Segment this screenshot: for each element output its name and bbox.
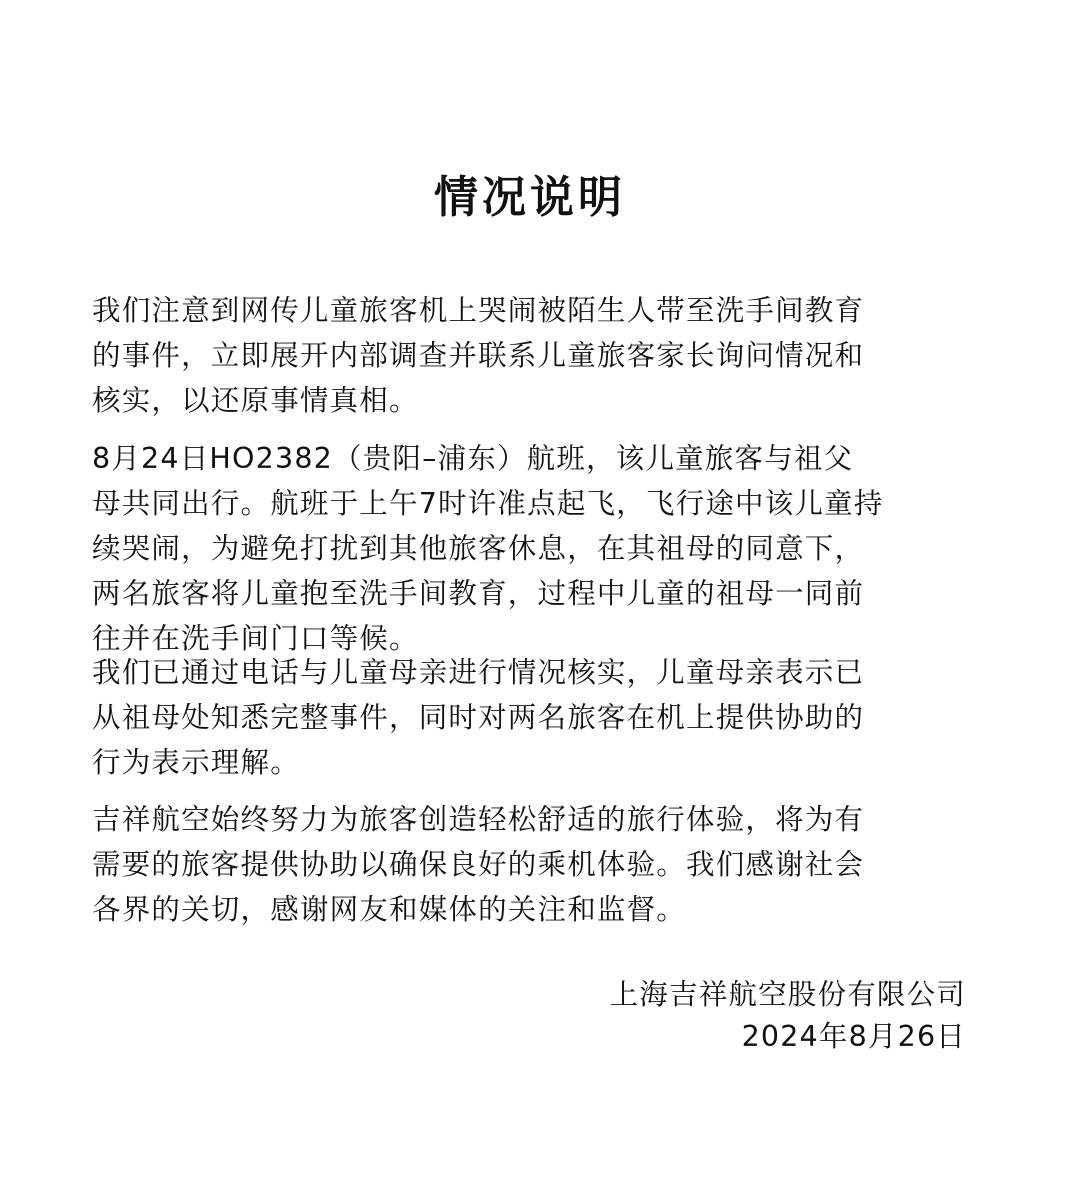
paragraph-2-line-3: 续哭闹，为避免打扰到其他旅客休息，在其祖母的同意下， [92, 532, 865, 565]
paragraph-4-line-2: 需要的旅客提供协助以确保良好的乘机体验。我们感谢社会 [92, 848, 865, 881]
paragraph-4 [92, 797, 972, 932]
paragraph-2-line-4: 两名旅客将儿童抱至洗手间教育，过程中儿童的祖母一同前 [92, 577, 865, 610]
paragraph-3-line-2: 从祖母处知悉完整事件，同时对两名旅客在机上提供协助的 [92, 701, 865, 734]
signature-organization: 上海吉祥航空股份有限公司 [609, 978, 966, 1011]
paragraph-3-line-1: 我们已通过电话与儿童母亲进行情况核实，儿童母亲表示已 [92, 656, 865, 689]
paragraph-4-line-3: 各界的关切，感谢网友和媒体的关注和监督。 [92, 893, 687, 926]
page-title: 情况说明 [434, 172, 626, 223]
paragraph-3-line-3: 行为表示理解。 [92, 746, 300, 779]
paragraph-2-line-5: 往并在洗手间门口等候。 [92, 622, 419, 655]
paragraph-1-line-2: 的事件，立即展开内部调查并联系儿童旅客家长询问情况和 [92, 339, 865, 372]
signature-date: 2024年8月26日 [741, 1020, 966, 1053]
paragraph-1-line-1: 我们注意到网传儿童旅客机上哭闹被陌生人带至洗手间教育 [92, 294, 865, 327]
paragraph-1 [92, 288, 972, 423]
paragraph-1-line-3: 核实，以还原事情真相。 [92, 384, 419, 417]
paragraph-2 [92, 436, 972, 661]
paragraph-2-line-2: 母共同出行。航班于上午7时许准点起飞，飞行途中该儿童持 [92, 487, 884, 520]
paragraph-3 [92, 650, 972, 785]
paragraph-4-line-1: 吉祥航空始终努力为旅客创造轻松舒适的旅行体验，将为有 [92, 803, 865, 836]
paragraph-2-line-1: 8月24日HO2382（贵阳–浦东）航班，该儿童旅客与祖父 [92, 442, 854, 475]
signature-block [610, 974, 966, 1058]
